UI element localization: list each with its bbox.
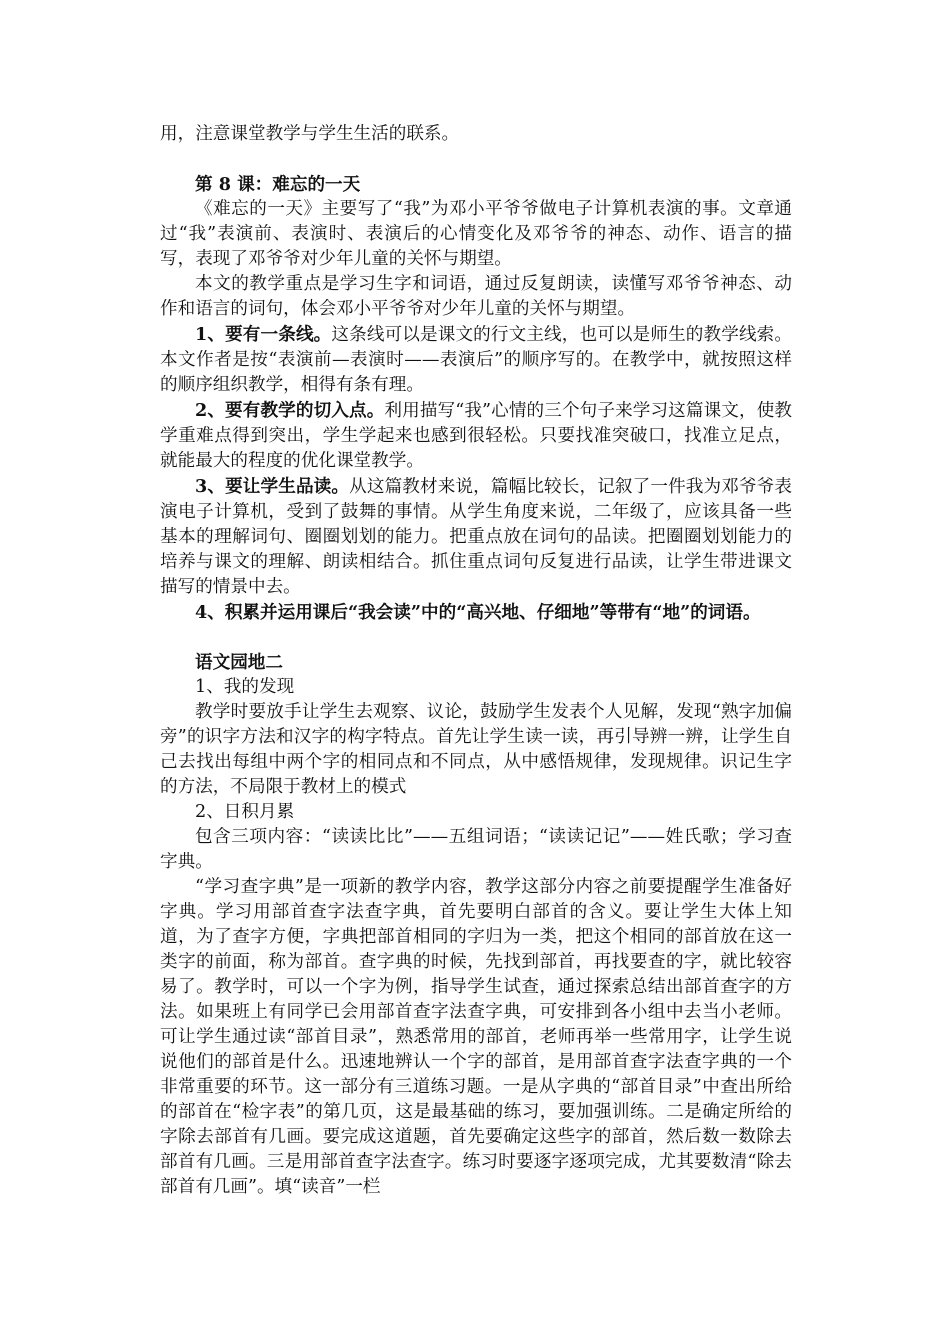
point-2-body: 利用描写“我”心情的三个句子来学习这篇课文，使教学重难点得到突出，学生学起来也感到很轻松。只要找准突破口，找准立足点，就能最大的程度的优化课堂教学。 [160,401,792,471]
lesson8-paragraph-1: 《难忘的一天》主要写了“我”为邓小平爷爷做电子计算机表演的事。文章通过“我”表演前、表演时、表演后的心情变化及邓爷爷的神态、动作、语言的描写，表现了邓爷爷对少年儿童的关怀与期望。 [160,199,792,269]
garden2-dictionary-paragraph: “学习查字典”是一项新的教学内容，教学这部分内容之前要提醒学生准备好字典。学习用部首查字法查字典，首先要明白部首的含义。要让学生大体上知道，为了查字方便，字典把部首相同的字归为一类，把这个相同的部首放在这一类字的前面，称为部首。查字典的时候，先找到部首，再找要查的字，就比较容易了。教学时，可以一个字为例，指导学生试查，通过探索总结出部首查字的方法。如果班上有同学已会用部首查字法查字典，可安排到各小组中去当小老师。可让学生通过读“部首目录”，熟悉常用的部首，老师再举一些常用字，让学生说说他们的部首是什么。迅速地辨认一个字的部首，是用部首查字法查字典的一个非常重要的环节。这一部分有三道练习题。一是从字典的“部首目录”中查出所给的部首在“检字表”的第几页，这是最基础的练习，要加强训练。二是确定所给的字除去部首有几画。要完成这道题，首先要确定这些字的部首，然后数一数除去部首有几画。三是用部首查字法查字。练习时要逐字逐项完成，尤其要数清“除去部首有几画”。填“读音”一栏 [160,877,792,1197]
lesson8-title: 第 8 课：难忘的一天 [195,174,361,195]
garden2-discovery-paragraph: 教学时要放手让学生去观察、议论，鼓励学生发表个人见解，发现“熟字加偏旁”的识字方法和汉字的构字特点。首先让学生读一读，再引导辨一辨，让学生自己去找出每组中两个字的相同点和不同点，从中感悟规律，发现规律。识记生字的方法，不局限于教材上的模式 [160,702,792,797]
lesson8-point-1 [160,322,792,398]
intro-tail-paragraph: 用，注意课堂教学与学生生活的联系。 [160,124,460,144]
garden2-accumulate-paragraph: 包含三项内容：“读读比比”——五组词语；“读读记记”——姓氏歌；学习查字典。 [160,827,792,872]
garden2-subheading-1: 1、我的发现 [195,677,295,697]
lesson8-point-2 [160,398,792,474]
point-1-lead: 1、要有一条线。 [195,324,332,345]
point-3-lead: 3、要让学生品读。 [195,476,350,497]
garden2-subheading-2: 2、日积月累 [195,802,295,822]
garden2-title: 语文园地二 [195,652,283,673]
document-page [160,122,792,1200]
point-2-lead: 2、要有教学的切入点。 [195,400,385,421]
point-1-body: 这条线可以是课文的行文主线，也可以是师生的教学线索。本文作者是按“表演前—表演时——表演后”的顺序写的。在教学中，就按照这样的顺序组织教学，相得有条有理。 [160,325,792,395]
lesson8-paragraph-2: 本文的教学重点是学习生字和词语，通过反复朗读，读懂写邓爷爷神态、动作和语言的词句，体会邓小平爷爷对少年儿童的关怀与期望。 [160,274,792,319]
lesson8-point-3 [160,474,792,600]
point-3-body: 从这篇教材来说，篇幅比较长，记叙了一件我为邓爷爷表演电子计算机，受到了鼓舞的事情。从学生角度来说，二年级了，应该具备一些基本的理解词句、圈圈划划的能力。把重点放在词句的品读。把圈圈划划能力的培养与课文的理解、朗读相结合。抓住重点词句反复进行品读，让学生带进课文描写的情景中去。 [160,477,792,597]
lesson8-point-4: 4、积累并运用课后“我会读”中的“高兴地、仔细地”等带有“地”的词语。 [195,602,761,623]
spacer [160,625,792,650]
spacer [160,147,792,172]
